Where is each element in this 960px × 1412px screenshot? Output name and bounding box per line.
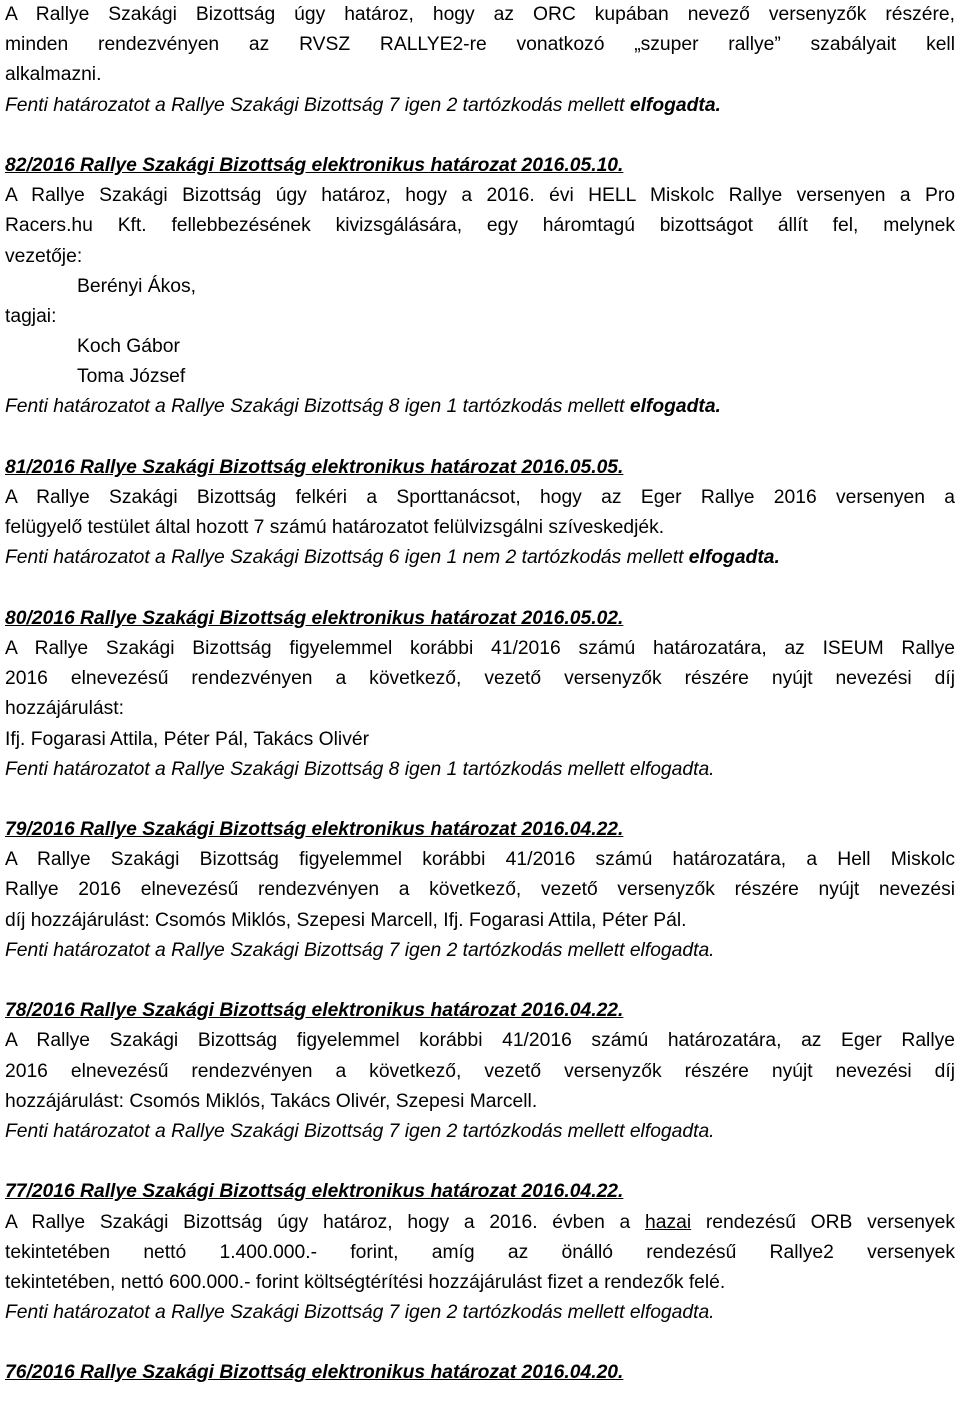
body-line: minden rendezvényen az RVSZ RALLYE2-re vonatkozó „szuper rallye” szabályait kell	[5, 34, 955, 56]
body-line: 2016 elnevezésű rendezvényen a következő, vezető versenyzők részére nyújt nevezési díj	[5, 668, 955, 690]
body-line: hozzájárulást: Csomós Miklós, Takács Olivér, Szepesi Marcell.	[5, 1090, 538, 1112]
body-line: díj hozzájárulást: Csomós Miklós, Szepesi Marcell, Ifj. Fogarasi Attila, Péter Pál.	[5, 909, 687, 931]
vote-line: Fenti határozatot a Rallye Szakági Bizottság 7 igen 2 tartózkodás mellett elfogadta.	[5, 1120, 715, 1142]
underlined-word: hazai	[645, 1211, 692, 1233]
vote-line: Fenti határozatot a Rallye Szakági Bizottság 7 igen 2 tartózkodás mellett elfogadta.	[5, 939, 715, 961]
resolution-heading: 77/2016 Rallye Szakági Bizottság elektronikus határozat 2016.04.22.	[5, 1181, 624, 1203]
resolution-block	[5, 151, 955, 423]
vote-result: elfogadta.	[688, 547, 780, 569]
body-line: A Rallye Szakági Bizottság felkéri a Sporttanácsot, hogy az Eger Rallye 2016 versenyen a	[5, 487, 955, 508]
vote-line: Fenti határozatot a Rallye Szakági Bizottság 8 igen 1 tartózkodás mellett elfogadta.	[5, 396, 721, 418]
body-line: alkalmazni.	[5, 64, 102, 86]
body-line: felügyelő testület által hozott 7 számú határozatot felülvizsgálni szíveskedjék.	[5, 517, 665, 539]
committee-leader: Berényi Ákos,	[77, 275, 196, 297]
body-line: A Rallye Szakági Bizottság úgy határoz, hogy a 2016. évben a hazai rendezésű ORB versenyek	[5, 1211, 956, 1233]
resolution-block	[5, 815, 955, 966]
body-line: A Rallye Szakági Bizottság figyelemmel korábbi 41/2016 számú határozatára, a Hell Miskolc	[5, 849, 955, 871]
body-line: Ifj. Fogarasi Attila, Péter Pál, Takács Olivér	[5, 728, 369, 750]
resolution-heading: 80/2016 Rallye Szakági Bizottság elektronikus határozat 2016.05.02.	[5, 607, 624, 629]
vote-line: Fenti határozatot a Rallye Szakági Bizottság 8 igen 1 tartózkodás mellett elfogadta.	[5, 758, 715, 780]
resolution-heading: 79/2016 Rallye Szakági Bizottság elektronikus határozat 2016.04.22.	[5, 819, 624, 841]
resolution-block	[5, 604, 955, 785]
resolution-heading: 82/2016 Rallye Szakági Bizottság elektronikus határozat 2016.05.10.	[5, 154, 624, 176]
resolution-heading: 78/2016 Rallye Szakági Bizottság elektronikus határozat 2016.04.22.	[5, 1000, 624, 1022]
vote-line: Fenti határozatot a Rallye Szakági Bizottság 6 igen 1 nem 2 tartózkodás mellett elfogadta.	[5, 547, 780, 569]
resolution-block	[5, 0, 955, 121]
resolution-block	[5, 453, 955, 574]
vote-result: elfogadta.	[629, 94, 721, 116]
body-line: Racers.hu Kft. fellebbezésének kivizsgálására, egy háromtagú bizottságot állít fel, melynek	[5, 215, 955, 237]
committee-member: Toma József	[77, 366, 186, 388]
body-line: 2016 elnevezésű rendezvényen a következő, vezető versenyzők részére nyújt nevezési díj	[5, 1060, 955, 1082]
body-line: vezetője:	[5, 245, 83, 267]
vote-line: Fenti határozatot a Rallye Szakági Bizottság 7 igen 2 tartózkodás mellett elfogadta.	[5, 94, 721, 116]
resolution-block	[5, 1177, 955, 1328]
resolution-heading: 76/2016 Rallye Szakági Bizottság elektronikus határozat 2016.04.20.	[5, 1362, 624, 1384]
resolution-block	[5, 996, 955, 1147]
members-label: tagjai:	[5, 305, 57, 327]
body-line: tekintetében nettó 1.400.000.- forint, amíg az önálló rendezésű Rallye2 versenyek	[5, 1241, 955, 1263]
body-line: A Rallye Szakági Bizottság figyelemmel korábbi 41/2016 számú határozatára, az ISEUM Rallye	[5, 637, 955, 659]
body-line: A Rallye Szakági Bizottság figyelemmel korábbi 41/2016 számú határozatára, az Eger Rallye	[5, 1030, 955, 1052]
body-line: A Rallye Szakági Bizottság úgy határoz, hogy a 2016. évi HELL Miskolc Rallye versenyen a Pro	[5, 185, 955, 207]
resolution-block	[5, 1358, 955, 1388]
resolution-heading: 81/2016 Rallye Szakági Bizottság elektronikus határozat 2016.05.05.	[5, 456, 624, 478]
committee-member: Koch Gábor	[77, 336, 180, 358]
body-line: tekintetében, nettó 600.000.- forint költségtérítési hozzájárulást fizet a rendezők felé.	[5, 1271, 726, 1293]
body-line: A Rallye Szakági Bizottság úgy határoz, hogy az ORC kupában nevező versenyzők részére,	[5, 4, 955, 25]
vote-line: Fenti határozatot a Rallye Szakági Bizottság 7 igen 2 tartózkodás mellett elfogadta.	[5, 1302, 715, 1324]
body-line: Rallye 2016 elnevezésű rendezvényen a következő, vezető versenyzők részére nyújt nevezési	[5, 879, 955, 901]
document-page	[5, 0, 955, 1389]
vote-result: elfogadta.	[629, 396, 721, 418]
body-line: hozzájárulást:	[5, 698, 124, 720]
